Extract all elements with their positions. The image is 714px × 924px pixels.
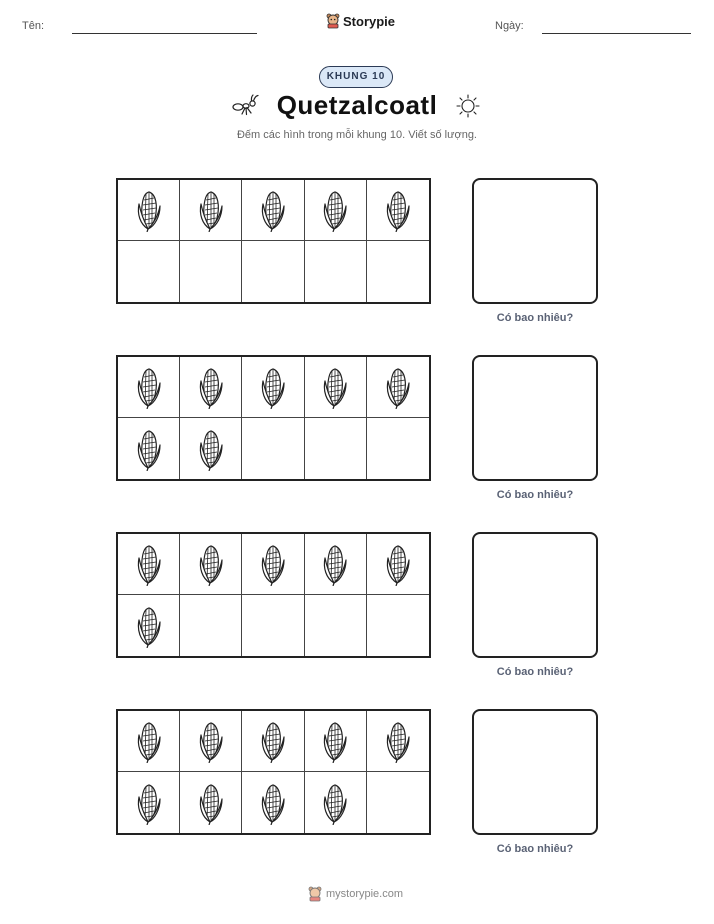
corn-icon: [133, 365, 165, 409]
sun-icon: [455, 94, 481, 118]
ten-frame-cell: [180, 772, 242, 833]
ten-frame-cell: [242, 711, 304, 772]
corn-icon: [195, 719, 227, 763]
corn-icon: [133, 604, 165, 648]
ten-frame: [116, 355, 431, 481]
ten-frame-cell: [118, 595, 180, 656]
ten-frame-cell: [367, 418, 429, 479]
date-line[interactable]: [542, 33, 691, 34]
ten-frame-cell: [242, 180, 304, 241]
corn-icon: [257, 542, 289, 586]
ten-frame-cell: [242, 357, 304, 418]
corn-icon: [133, 781, 165, 825]
storypie-mascot-icon: [326, 13, 340, 29]
corn-icon: [257, 365, 289, 409]
corn-icon: [195, 781, 227, 825]
answer-box[interactable]: [472, 532, 598, 658]
corn-icon: [195, 542, 227, 586]
ten-frame-cell: [367, 357, 429, 418]
ten-frame-cell: [118, 711, 180, 772]
footer-url: mystorypie.com: [326, 888, 404, 900]
corn-icon: [319, 781, 351, 825]
ten-frame-cell: [242, 534, 304, 595]
ten-frame-cell: [367, 534, 429, 595]
corn-icon: [133, 427, 165, 471]
corn-icon: [257, 781, 289, 825]
ten-frame-cell: [242, 595, 304, 656]
ten-frame-cell: [242, 241, 304, 302]
corn-icon: [382, 542, 414, 586]
ten-frame: [116, 532, 431, 658]
ten-frame-cell: [118, 357, 180, 418]
page-title: Quetzalcoatl: [276, 90, 438, 120]
footer: [308, 886, 403, 902]
corn-icon: [257, 188, 289, 232]
ten-frame-cell: [242, 772, 304, 833]
corn-icon: [382, 365, 414, 409]
corn-icon: [195, 188, 227, 232]
ten-frame-cell: [305, 418, 367, 479]
ten-frame-cell: [305, 772, 367, 833]
ten-frame-cell: [180, 357, 242, 418]
worksheet-type-badge: KHUNG 10: [319, 66, 393, 88]
date-label: Ngày:: [495, 20, 524, 32]
ten-frame-cell: [180, 180, 242, 241]
name-line[interactable]: [72, 33, 257, 34]
name-label: Tên:: [22, 20, 45, 32]
answer-question-label: Có bao nhiêu?: [496, 666, 574, 678]
answer-question-label: Có bao nhiêu?: [496, 489, 574, 501]
ten-frame-cell: [367, 241, 429, 302]
ten-frame-cell: [118, 534, 180, 595]
answer-box[interactable]: [472, 178, 598, 304]
corn-icon: [133, 188, 165, 232]
ten-frame-cell: [118, 772, 180, 833]
ten-frame: [116, 709, 431, 835]
corn-icon: [319, 188, 351, 232]
ten-frame-cell: [180, 534, 242, 595]
corn-icon: [257, 719, 289, 763]
ten-frame-cell: [305, 595, 367, 656]
corn-icon: [319, 365, 351, 409]
instructions: Đếm các hình trong mỗi khung 10. Viết số lượng.: [236, 129, 477, 141]
ten-frame-cell: [305, 357, 367, 418]
ten-frame-cell: [305, 180, 367, 241]
corn-icon: [195, 365, 227, 409]
ten-frame-cell: [367, 772, 429, 833]
answer-box[interactable]: [472, 709, 598, 835]
ten-frame: [116, 178, 431, 304]
answer-box[interactable]: [472, 355, 598, 481]
ten-frame-cell: [367, 180, 429, 241]
corn-icon: [133, 719, 165, 763]
ten-frame-cell: [180, 418, 242, 479]
answer-question-label: Có bao nhiêu?: [496, 843, 574, 855]
ten-frame-cell: [118, 241, 180, 302]
corn-icon: [382, 188, 414, 232]
ten-frame-cell: [180, 595, 242, 656]
answer-question-label: Có bao nhiêu?: [496, 312, 574, 324]
corn-icon: [382, 719, 414, 763]
ten-frame-cell: [367, 595, 429, 656]
brand-name: Storypie: [343, 13, 396, 29]
corn-icon: [319, 719, 351, 763]
ten-frame-cell: [305, 241, 367, 302]
ten-frame-cell: [242, 418, 304, 479]
ten-frame-cell: [180, 711, 242, 772]
ten-frame-cell: [367, 711, 429, 772]
corn-icon: [133, 542, 165, 586]
ten-frame-cell: [305, 711, 367, 772]
corn-icon: [319, 542, 351, 586]
storypie-mascot-icon: [308, 886, 322, 902]
ten-frame-cell: [118, 180, 180, 241]
corn-icon: [195, 427, 227, 471]
ten-frame-cell: [180, 241, 242, 302]
ten-frame-cell: [118, 418, 180, 479]
ten-frame-cell: [305, 534, 367, 595]
brand-logo: [326, 13, 395, 29]
